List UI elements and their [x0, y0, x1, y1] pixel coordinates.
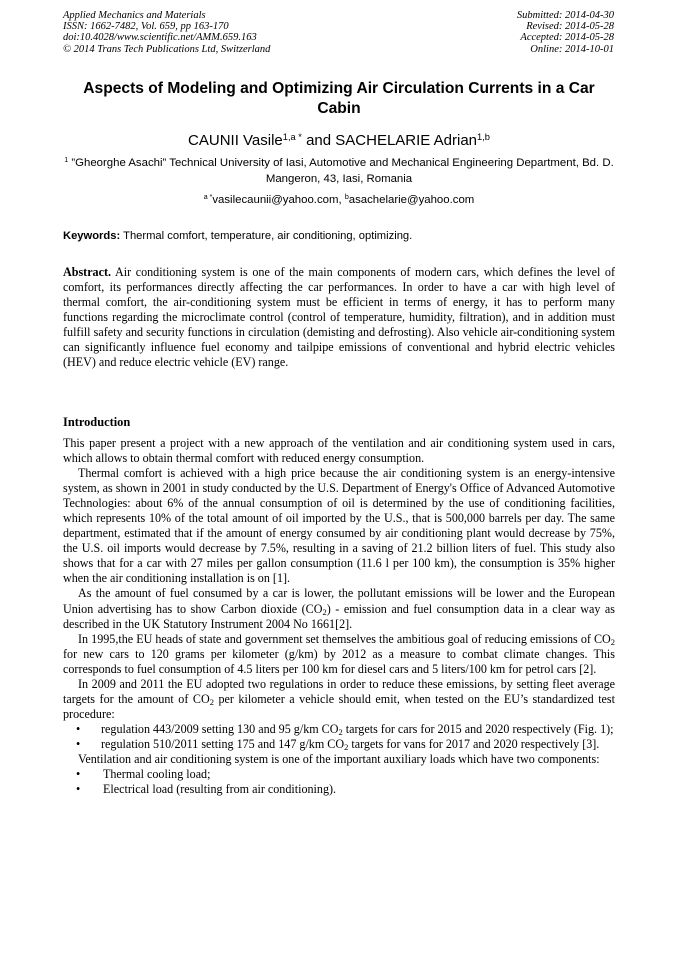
author-emails: [60, 193, 618, 208]
bullet-icon: •: [76, 721, 81, 736]
paragraph-text: As the amount of fuel consumed by a car is lower, the pollutant emissions will be lower and the European Union advertising has to show Carbon dioxide (CO: [63, 586, 615, 616]
bullet-icon: •: [76, 782, 81, 797]
date-revised: Revised: 2014-05-28: [526, 21, 614, 33]
paragraph: This paper present a project with a new approach of the ventilation and air conditioning system used in cars, which allows to obtain thermal comfort with reduced energy consumption.: [63, 436, 615, 466]
author-affiliation-marker: 1,a *: [282, 131, 302, 142]
email-address[interactable]: vasilecaunii@yahoo.com,: [212, 194, 345, 206]
abstract-text: Air conditioning system is one of the main components of modern cars, which defines the level of comfort, its performances directly affecting the car performances. In order to have a car with high level of thermal comfort, the air-conditioning system must be efficient in terms of energy, it has to perform many functions regarding the microclimate control (control of temperature, humidity, filtration), and in addition must fulfill safety and security functions in circulation (demisting and defrosting). Also vehicle air-conditioning system can significantly influence fuel economy and tailpipe emissions of conventional and hybrid electric vehicles (HEV) and reduce electric vehicle (EV) range.: [63, 265, 615, 370]
bullet-item: [63, 767, 615, 782]
keywords-text: Thermal comfort, temperature, air conditioning, optimizing.: [120, 230, 413, 242]
bullet-text: Thermal cooling load;: [103, 767, 211, 782]
bullet-text: targets for vans for 2017 and 2020 respectively [3].: [348, 736, 600, 751]
paragraph-text: In 1995,the EU heads of state and government set themselves the ambitious goal of reducing emissions of CO: [78, 631, 611, 646]
bullet-text: regulation 443/2009 setting 130 and 95 g/km CO: [101, 721, 339, 736]
bullet-item: [63, 737, 615, 752]
subscript: 2: [610, 636, 615, 647]
journal-name: Applied Mechanics and Materials: [63, 10, 206, 21]
journal-info: [63, 10, 363, 55]
paragraph: [63, 586, 615, 631]
paragraph-text: for new cars to 120 grams per kilometer (g/km) by 2012 as a measure to combat climate changes. This corresponds to fuel consumption of 4.5 liters per 100 km for diesel cars and 5 liters/100 km for petrol cars [2].: [63, 646, 615, 676]
subscript: 2: [344, 742, 349, 753]
paragraph: [63, 632, 615, 677]
date-online: Online: 2014-10-01: [530, 43, 614, 55]
journal-copyright: © 2014 Trans Tech Publications Ltd, Switzerland: [63, 43, 271, 55]
author-name: CAUNII Vasile: [188, 132, 283, 149]
bullet-text: targets for cars for 2015 and 2020 respectively (Fig. 1);: [342, 721, 614, 736]
author-affiliation-marker: 1,b: [477, 131, 490, 142]
paper-title: Aspects of Modeling and Optimizing Air Circulation Currents in a Car Cabin: [83, 80, 595, 117]
paragraph: Ventilation and air conditioning system is one of the important auxiliary loads which have two components:: [78, 751, 600, 766]
email-address[interactable]: asachelarie@yahoo.com: [348, 194, 475, 206]
bullet-item: [63, 782, 615, 797]
affiliation-marker: 1: [64, 157, 69, 165]
date-accepted: Accepted: 2014-05-28: [520, 32, 614, 44]
author-name: SACHELARIE Adrian: [335, 132, 478, 149]
journal-issn: ISSN: 1662-7482, Vol. 659, pp 163-170: [63, 21, 229, 33]
paragraph-text: per kilometer a vehicle should emit, when tested on the EU’s standardized test procedure:: [63, 691, 615, 721]
section-heading-introduction: Introduction: [63, 415, 131, 429]
paragraph-text: In 2009 and 2011 the EU adopted two regulations in order to reduce these emissions, by setting fleet average targets for the amount of CO: [63, 676, 615, 706]
publication-dates: [354, 10, 614, 55]
author-list: [60, 131, 618, 151]
email-marker: b: [344, 194, 349, 202]
keywords: [63, 229, 615, 244]
paragraph: [63, 677, 615, 722]
date-submitted: Submitted: 2014-04-30: [516, 10, 614, 21]
keywords-label: Keywords:: [63, 230, 121, 242]
bullet-text: regulation 510/2011 setting 175 and 147 g/km CO: [101, 736, 345, 751]
subscript: 2: [338, 727, 343, 737]
bullet-item: [63, 722, 615, 737]
subscript: 2: [209, 696, 214, 707]
abstract-label: Abstract.: [63, 265, 112, 279]
email-marker: a *: [203, 194, 213, 202]
affiliation: [60, 156, 618, 187]
bullet-icon: •: [76, 736, 81, 751]
abstract: [63, 265, 615, 370]
introduction-body: [63, 436, 615, 797]
subscript: 2: [322, 606, 327, 617]
author-conjunction: and: [301, 132, 336, 149]
journal-doi[interactable]: doi:10.4028/www.scientific.net/AMM.659.163: [63, 32, 257, 44]
bullet-list: [63, 767, 615, 797]
bullet-icon: •: [76, 767, 81, 782]
bullet-text: Electrical load (resulting from air conditioning).: [103, 782, 337, 797]
paragraph-text: ) - emission and fuel consumption data in a clear way as described in the UK Statutory Instrument 2004 No 1661[2].: [63, 601, 615, 631]
paragraph: Thermal comfort is achieved with a high price because the air conditioning system is an energy-intensive system, as shown in 2001 in study conducted by the U.S. Department of Energy's Office of Advanced Automotive Technologies: about 6% of the annual consumption of oil is determined by the use of conditioning facilities, which represents 10% of the total amount of oil imported by the U.S., that is 500,000 barrels per day. The same department, estimated that if the amount of energy consumed by air conditioning plant would decrease by 75%, the U.S. oil imports would decrease by 7.5%, resulting in a saving of 21.2 billion liters of fuel. This study also shows that for a car with 27 miles per gallon consumption (11.6 l per 100 km), the consumption is 35% higher when the air conditioning installation is on [1].: [63, 466, 615, 586]
affiliation-text: ”Gheorghe Asachi” Technical University of Iasi, Automotive and Mechanical Engineering Department, Bd. D. Mangeron, 43, Iasi, Romania: [71, 157, 614, 185]
